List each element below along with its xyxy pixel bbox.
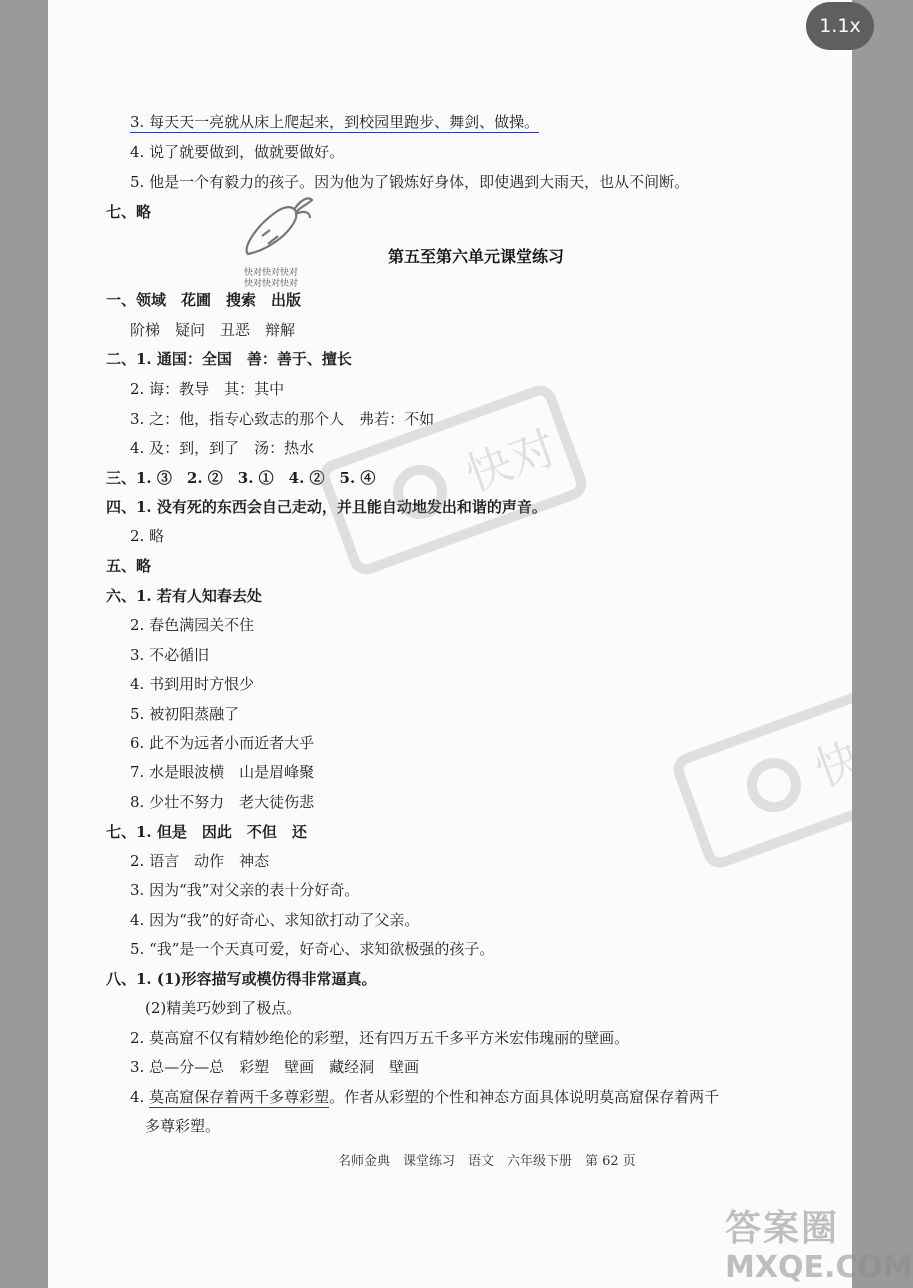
answer-line: 2. 略 bbox=[130, 527, 165, 545]
answer-line: 4. 莫高窟保存着两千多尊彩塑。作者从彩塑的个性和神态方面具体说明莫高窟保存着两千 bbox=[130, 1088, 720, 1106]
answer-line: 2. 语言 动作 神态 bbox=[130, 852, 270, 870]
answer-line: 4. 书到用时方恨少 bbox=[130, 675, 255, 693]
answer-line: 3. 之：他，指专心致志的那个人 弗若：不如 bbox=[130, 410, 435, 428]
answer-line: 3. 总—分—总 彩塑 壁画 藏经洞 壁画 bbox=[130, 1058, 420, 1076]
answer-line: 四、1. 没有死的东西会自己走动，并且能自动地发出和谐的声音。 bbox=[106, 498, 547, 516]
answer-line: 3. 每天天一亮就从床上爬起来，到校园里跑步、舞剑、做操。 bbox=[130, 113, 540, 131]
answer-line: 2. 莫高窟不仅有精妙绝伦的彩塑，还有四万五千多平方米宏伟瑰丽的壁画。 bbox=[130, 1029, 630, 1047]
page-footer: 名师金典 课堂练习 语文 六年级下册 第 62 页 bbox=[338, 1154, 636, 1169]
answer-line: 多尊彩塑。 bbox=[145, 1117, 221, 1135]
answer-line: 4. 因为“我”的好奇心、求知欲打动了父亲。 bbox=[130, 911, 420, 929]
answer-line: 5. “我”是一个天真可爱，好奇心、求知欲极强的孩子。 bbox=[130, 940, 495, 958]
site-watermark: 答案圈 bbox=[725, 1208, 840, 1249]
answer-line: 5. 被初阳蒸融了 bbox=[130, 705, 240, 723]
answer-line: (2)精美巧妙到了极点。 bbox=[145, 999, 302, 1017]
answer-line: 4. 及：到，到了 汤：热水 bbox=[130, 439, 315, 457]
svg-text:快对: 快对 bbox=[458, 419, 564, 503]
answer-line: 二、1. 通国：全国 善：善于、擅长 bbox=[106, 350, 352, 368]
answer-line: 三、1. ③ 2. ② 3. ① 4. ② 5. ④ bbox=[106, 469, 376, 487]
answer-line: 8. 少壮不努力 老大徒伤悲 bbox=[130, 793, 315, 811]
answer-line: 3. 因为“我”对父亲的表十分好奇。 bbox=[130, 881, 360, 899]
answer-line: 4. 说了就要做到，做就要做好。 bbox=[130, 143, 345, 161]
answer-line: 阶梯 疑问 丑恶 辩解 bbox=[130, 321, 296, 339]
answer-line: 2. 春色满园关不住 bbox=[130, 616, 255, 634]
answer-line: 5. 他是一个有毅力的孩子。因为他为了锻炼好身体，即使遇到大雨天，也从不间断。 bbox=[130, 173, 690, 191]
answer-line: 八、1. (1)形容描写或模仿得非常逼真。 bbox=[106, 970, 377, 988]
site-watermark-url: MXQE.COM bbox=[725, 1250, 913, 1285]
answer-line: 一、领域 花圃 搜索 出版 bbox=[106, 291, 302, 309]
answer-line: 七、略 bbox=[106, 203, 152, 221]
answer-line: 7. 水是眼波横 山是眉峰聚 bbox=[130, 763, 315, 781]
carrot-mascot-icon bbox=[238, 188, 318, 268]
document-page bbox=[48, 0, 913, 1288]
watermark-stamp bbox=[668, 680, 913, 880]
watermark-stamp bbox=[308, 380, 598, 580]
section-title: 第五至第六单元课堂练习 bbox=[388, 247, 565, 266]
answer-line: 五、略 bbox=[106, 557, 152, 575]
answer-line: 六、1. 若有人知春去处 bbox=[106, 587, 262, 605]
answer-line: 3. 不必循旧 bbox=[130, 646, 210, 664]
answer-line: 七、1. 但是 因此 不但 还 bbox=[106, 823, 307, 841]
answer-line: 6. 此不为远者小而近者大乎 bbox=[130, 734, 315, 752]
mascot-caption: 快对快对快对 快对快对快对 bbox=[244, 268, 299, 289]
answer-line: 2. 诲：教导 其：其中 bbox=[130, 380, 285, 398]
playback-speed-button[interactable]: 1.1x bbox=[806, 2, 874, 50]
svg-text:快对: 快对 bbox=[807, 714, 913, 797]
